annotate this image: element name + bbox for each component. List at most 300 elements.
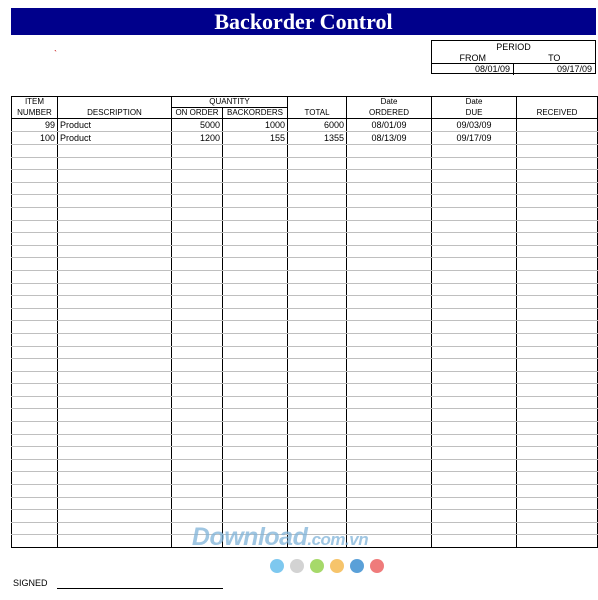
total-cell[interactable] [288, 396, 347, 409]
ordered-cell[interactable] [347, 145, 432, 158]
total-cell[interactable] [288, 485, 347, 498]
total-cell[interactable] [288, 195, 347, 208]
received-cell[interactable] [517, 409, 598, 422]
description-cell[interactable] [58, 157, 172, 170]
backorders-cell[interactable] [223, 434, 288, 447]
on-order-cell[interactable] [172, 182, 223, 195]
description-cell[interactable] [58, 296, 172, 309]
empty-row [12, 409, 598, 422]
empty-row [12, 384, 598, 397]
backorders-cell[interactable] [223, 145, 288, 158]
received-cell[interactable] [517, 308, 598, 321]
description-cell[interactable] [58, 485, 172, 498]
empty-row [12, 270, 598, 283]
item-number-cell[interactable] [12, 510, 58, 523]
ordered-cell[interactable] [347, 157, 432, 170]
backorders-cell[interactable] [223, 321, 288, 334]
item-number-cell[interactable] [12, 245, 58, 258]
ordered-cell[interactable] [347, 283, 432, 296]
received-cell[interactable] [517, 207, 598, 220]
backorders-cell[interactable] [223, 447, 288, 460]
to-label: TO [548, 53, 561, 63]
due-cell[interactable] [432, 422, 517, 435]
received-cell[interactable] [517, 422, 598, 435]
received-cell[interactable] [517, 182, 598, 195]
total-cell[interactable] [288, 422, 347, 435]
due-header: DUE [432, 108, 517, 119]
total-cell[interactable] [288, 510, 347, 523]
empty-row [12, 233, 598, 246]
empty-row [12, 145, 598, 158]
total-cell[interactable] [288, 233, 347, 246]
total-cell[interactable] [288, 459, 347, 472]
item-number-cell[interactable] [12, 346, 58, 359]
total-cell[interactable] [288, 384, 347, 397]
received-cell[interactable] [517, 296, 598, 309]
received-cell[interactable] [517, 245, 598, 258]
backorders-cell[interactable] [223, 422, 288, 435]
description-cell[interactable] [58, 384, 172, 397]
ordered-cell[interactable] [347, 434, 432, 447]
description-cell[interactable] [58, 447, 172, 460]
on-order-cell[interactable] [172, 346, 223, 359]
on-order-cell[interactable] [172, 447, 223, 460]
ordered-cell[interactable]: 08/01/09 [347, 119, 432, 132]
on-order-cell[interactable] [172, 258, 223, 271]
empty-row [12, 485, 598, 498]
ordered-cell[interactable] [347, 220, 432, 233]
empty-row [12, 220, 598, 233]
description-cell[interactable] [58, 497, 172, 510]
description-cell[interactable]: Product [58, 119, 172, 132]
due-cell[interactable] [432, 472, 517, 485]
total-cell[interactable] [288, 145, 347, 158]
due-cell[interactable] [432, 459, 517, 472]
backorders-cell[interactable] [223, 182, 288, 195]
on-order-cell[interactable] [172, 195, 223, 208]
on-order-cell[interactable] [172, 283, 223, 296]
on-order-cell[interactable] [172, 434, 223, 447]
description-cell[interactable] [58, 434, 172, 447]
received-cell[interactable] [517, 472, 598, 485]
ordered-cell[interactable] [347, 384, 432, 397]
received-cell[interactable] [517, 170, 598, 183]
ordered-cell[interactable] [347, 321, 432, 334]
received-cell[interactable] [517, 132, 598, 145]
item-number-cell[interactable] [12, 170, 58, 183]
item-number-cell[interactable] [12, 434, 58, 447]
received-cell[interactable] [517, 434, 598, 447]
description-header: DESCRIPTION [58, 108, 172, 119]
description-cell[interactable] [58, 170, 172, 183]
on-order-cell[interactable] [172, 321, 223, 334]
red-mark-icon: ` [54, 49, 57, 59]
backorders-cell[interactable] [223, 384, 288, 397]
backorders-cell[interactable] [223, 409, 288, 422]
description-cell[interactable] [58, 409, 172, 422]
received-cell[interactable] [517, 119, 598, 132]
ordered-cell[interactable] [347, 497, 432, 510]
item-number-cell[interactable]: 100 [12, 132, 58, 145]
description-cell[interactable] [58, 522, 172, 535]
empty-row [12, 434, 598, 447]
item-number-cell[interactable] [12, 296, 58, 309]
received-cell[interactable] [517, 359, 598, 372]
on-order-cell[interactable] [172, 472, 223, 485]
on-order-cell[interactable] [172, 270, 223, 283]
ordered-cell[interactable] [347, 396, 432, 409]
received-cell[interactable] [517, 510, 598, 523]
on-order-cell[interactable] [172, 170, 223, 183]
total-cell[interactable] [288, 359, 347, 372]
due-cell[interactable] [432, 485, 517, 498]
ordered-cell[interactable]: 08/13/09 [347, 132, 432, 145]
backorders-cell[interactable] [223, 245, 288, 258]
total-cell[interactable]: 1355 [288, 132, 347, 145]
received-cell[interactable] [517, 195, 598, 208]
item-number-cell[interactable] [12, 447, 58, 460]
total-cell[interactable] [288, 472, 347, 485]
received-cell[interactable] [517, 283, 598, 296]
backorders-cell[interactable] [223, 233, 288, 246]
item-number-cell[interactable] [12, 409, 58, 422]
total-cell[interactable] [288, 321, 347, 334]
received-cell[interactable] [517, 535, 598, 548]
description-cell[interactable] [58, 535, 172, 548]
total-cell[interactable] [288, 270, 347, 283]
on-order-cell[interactable] [172, 422, 223, 435]
description-cell[interactable] [58, 245, 172, 258]
total-cell[interactable] [288, 333, 347, 346]
on-order-cell[interactable] [172, 409, 223, 422]
item-number-cell[interactable] [12, 182, 58, 195]
item-number-cell[interactable] [12, 157, 58, 170]
backorders-cell[interactable] [223, 485, 288, 498]
description-cell[interactable]: Product [58, 132, 172, 145]
backorders-cell[interactable] [223, 396, 288, 409]
total-cell[interactable] [288, 296, 347, 309]
backorders-cell[interactable] [223, 157, 288, 170]
ordered-cell[interactable] [347, 258, 432, 271]
item-number-cell[interactable] [12, 207, 58, 220]
ordered-cell[interactable] [347, 459, 432, 472]
received-cell[interactable] [517, 371, 598, 384]
item-number-cell[interactable] [12, 145, 58, 158]
on-order-cell[interactable] [172, 233, 223, 246]
backorders-cell[interactable] [223, 346, 288, 359]
due-cell[interactable] [432, 396, 517, 409]
total-cell[interactable] [288, 245, 347, 258]
due-cell[interactable] [432, 258, 517, 271]
on-order-cell[interactable] [172, 396, 223, 409]
item-number-cell[interactable] [12, 472, 58, 485]
received-cell[interactable] [517, 157, 598, 170]
ordered-cell[interactable] [347, 308, 432, 321]
item-number-cell[interactable] [12, 384, 58, 397]
item-number-cell[interactable] [12, 459, 58, 472]
backorders-cell[interactable] [223, 207, 288, 220]
received-cell[interactable] [517, 321, 598, 334]
total-cell[interactable] [288, 283, 347, 296]
backorders-cell[interactable] [223, 472, 288, 485]
on-order-cell[interactable]: 1200 [172, 132, 223, 145]
due-cell[interactable] [432, 233, 517, 246]
ordered-cell[interactable] [347, 170, 432, 183]
due-cell[interactable] [432, 182, 517, 195]
item-number-cell[interactable] [12, 497, 58, 510]
ordered-cell[interactable] [347, 195, 432, 208]
due-cell[interactable] [432, 510, 517, 523]
ordered-cell[interactable] [347, 409, 432, 422]
description-cell[interactable] [58, 220, 172, 233]
due-cell[interactable]: 09/03/09 [432, 119, 517, 132]
backorders-cell[interactable] [223, 459, 288, 472]
total-cell[interactable] [288, 220, 347, 233]
from-label: FROM [459, 53, 486, 63]
item-number-cell[interactable] [12, 485, 58, 498]
total-cell[interactable] [288, 497, 347, 510]
item-number-cell[interactable] [12, 396, 58, 409]
total-cell[interactable] [288, 447, 347, 460]
due-cell[interactable] [432, 409, 517, 422]
total-cell[interactable] [288, 157, 347, 170]
empty-row [12, 296, 598, 309]
period-box [431, 40, 596, 74]
from-date[interactable]: 08/01/09 [432, 64, 514, 75]
description-cell[interactable] [58, 472, 172, 485]
ordered-cell[interactable] [347, 270, 432, 283]
on-order-cell[interactable] [172, 510, 223, 523]
on-order-cell[interactable] [172, 333, 223, 346]
backorders-cell[interactable] [223, 283, 288, 296]
ordered-cell[interactable] [347, 510, 432, 523]
on-order-cell[interactable] [172, 145, 223, 158]
on-order-cell[interactable] [172, 497, 223, 510]
due-cell[interactable] [432, 359, 517, 372]
due-cell[interactable] [432, 447, 517, 460]
on-order-cell[interactable]: 5000 [172, 119, 223, 132]
description-cell[interactable] [58, 233, 172, 246]
ordered-cell[interactable] [347, 333, 432, 346]
due-cell[interactable] [432, 157, 517, 170]
ordered-cell[interactable] [347, 472, 432, 485]
received-cell[interactable] [517, 220, 598, 233]
backorders-cell[interactable]: 155 [223, 132, 288, 145]
due-cell[interactable] [432, 283, 517, 296]
item-number-cell[interactable] [12, 195, 58, 208]
empty-row [12, 308, 598, 321]
item-number-cell[interactable] [12, 233, 58, 246]
description-cell[interactable] [58, 283, 172, 296]
total-cell[interactable] [288, 170, 347, 183]
item-number-cell[interactable] [12, 321, 58, 334]
on-order-cell[interactable] [172, 485, 223, 498]
ordered-cell[interactable] [347, 233, 432, 246]
ordered-cell[interactable] [347, 207, 432, 220]
received-cell[interactable] [517, 346, 598, 359]
due-cell[interactable] [432, 333, 517, 346]
due-cell[interactable] [432, 308, 517, 321]
due-cell[interactable] [432, 195, 517, 208]
table-row [12, 132, 598, 145]
due-cell[interactable] [432, 497, 517, 510]
backorder-table [11, 96, 598, 548]
item-number-cell[interactable] [12, 283, 58, 296]
total-cell[interactable] [288, 182, 347, 195]
backorders-cell[interactable] [223, 510, 288, 523]
description-cell[interactable] [58, 308, 172, 321]
item-number-header: NUMBER [12, 108, 58, 119]
item-number-cell[interactable] [12, 522, 58, 535]
description-cell[interactable] [58, 422, 172, 435]
total-cell[interactable] [288, 207, 347, 220]
backorders-cell[interactable] [223, 308, 288, 321]
to-date[interactable]: 09/17/09 [556, 64, 592, 74]
item-number-cell[interactable] [12, 308, 58, 321]
empty-row [12, 459, 598, 472]
item-number-cell[interactable] [12, 333, 58, 346]
received-cell[interactable] [517, 459, 598, 472]
on-order-cell[interactable] [172, 245, 223, 258]
empty-row [12, 447, 598, 460]
due-cell[interactable] [432, 245, 517, 258]
total-cell[interactable] [288, 434, 347, 447]
total-cell[interactable] [288, 258, 347, 271]
empty-row [12, 321, 598, 334]
on-order-cell[interactable] [172, 296, 223, 309]
backorders-cell[interactable] [223, 359, 288, 372]
due-cell[interactable] [432, 170, 517, 183]
received-cell[interactable] [517, 485, 598, 498]
received-cell[interactable] [517, 447, 598, 460]
backorders-cell[interactable] [223, 270, 288, 283]
received-cell[interactable] [517, 233, 598, 246]
watermark-dot [290, 559, 304, 573]
on-order-cell[interactable] [172, 157, 223, 170]
received-cell[interactable] [517, 333, 598, 346]
due-cell[interactable] [432, 535, 517, 548]
ordered-cell[interactable] [347, 245, 432, 258]
total-cell[interactable]: 6000 [288, 119, 347, 132]
due-cell[interactable] [432, 371, 517, 384]
empty-row [12, 333, 598, 346]
empty-row [12, 497, 598, 510]
received-cell[interactable] [517, 497, 598, 510]
item-number-cell[interactable]: 99 [12, 119, 58, 132]
received-cell[interactable] [517, 258, 598, 271]
description-cell[interactable] [58, 346, 172, 359]
ordered-cell[interactable] [347, 447, 432, 460]
backorders-cell[interactable] [223, 195, 288, 208]
description-cell[interactable] [58, 333, 172, 346]
description-cell[interactable] [58, 510, 172, 523]
description-cell[interactable] [58, 182, 172, 195]
ordered-cell[interactable] [347, 346, 432, 359]
on-order-cell[interactable] [172, 220, 223, 233]
item-number-cell[interactable] [12, 359, 58, 372]
description-cell[interactable] [58, 145, 172, 158]
description-cell[interactable] [58, 270, 172, 283]
description-cell[interactable] [58, 396, 172, 409]
backorders-cell[interactable]: 1000 [223, 119, 288, 132]
on-order-cell[interactable] [172, 359, 223, 372]
due-cell[interactable] [432, 346, 517, 359]
due-cell[interactable] [432, 384, 517, 397]
due-cell[interactable] [432, 270, 517, 283]
due-cell[interactable] [432, 207, 517, 220]
ordered-cell[interactable] [347, 371, 432, 384]
backorders-cell[interactable] [223, 333, 288, 346]
signature-line[interactable] [57, 588, 223, 589]
backorders-cell[interactable] [223, 296, 288, 309]
item-number-cell[interactable] [12, 270, 58, 283]
ordered-cell[interactable] [347, 296, 432, 309]
watermark-dot [350, 559, 364, 573]
on-order-cell[interactable] [172, 308, 223, 321]
on-order-cell[interactable] [172, 459, 223, 472]
item-number-cell[interactable] [12, 258, 58, 271]
backorders-cell[interactable] [223, 497, 288, 510]
empty-row [12, 371, 598, 384]
description-cell[interactable] [58, 459, 172, 472]
due-cell[interactable] [432, 296, 517, 309]
on-order-cell[interactable] [172, 384, 223, 397]
on-order-cell[interactable] [172, 371, 223, 384]
due-cell[interactable]: 09/17/09 [432, 132, 517, 145]
total-cell[interactable] [288, 371, 347, 384]
watermark-dot [270, 559, 284, 573]
due-cell[interactable] [432, 434, 517, 447]
backorders-cell[interactable] [223, 371, 288, 384]
item-number-cell[interactable] [12, 220, 58, 233]
total-cell[interactable] [288, 346, 347, 359]
due-cell[interactable] [432, 220, 517, 233]
due-cell[interactable] [432, 321, 517, 334]
backorders-cell[interactable] [223, 220, 288, 233]
description-cell[interactable] [58, 359, 172, 372]
due-cell[interactable] [432, 522, 517, 535]
due-cell[interactable] [432, 145, 517, 158]
ordered-cell[interactable] [347, 182, 432, 195]
page-title: Backorder Control [11, 8, 596, 35]
empty-row [12, 283, 598, 296]
backorders-cell[interactable] [223, 258, 288, 271]
total-cell[interactable] [288, 409, 347, 422]
table-row [12, 119, 598, 132]
ordered-cell[interactable] [347, 485, 432, 498]
item-number-cell[interactable] [12, 535, 58, 548]
description-cell[interactable] [58, 371, 172, 384]
received-cell[interactable] [517, 396, 598, 409]
empty-row [12, 396, 598, 409]
ordered-cell[interactable] [347, 422, 432, 435]
backorders-cell[interactable] [223, 170, 288, 183]
received-cell[interactable] [517, 270, 598, 283]
item-number-cell[interactable] [12, 371, 58, 384]
description-cell[interactable] [58, 195, 172, 208]
received-cell[interactable] [517, 522, 598, 535]
item-number-cell[interactable] [12, 422, 58, 435]
description-cell[interactable] [58, 207, 172, 220]
total-cell[interactable] [288, 308, 347, 321]
on-order-header: ON ORDER [172, 108, 223, 119]
received-cell[interactable] [517, 384, 598, 397]
received-cell[interactable] [517, 145, 598, 158]
ordered-cell[interactable] [347, 359, 432, 372]
description-cell[interactable] [58, 258, 172, 271]
description-cell[interactable] [58, 321, 172, 334]
on-order-cell[interactable] [172, 207, 223, 220]
